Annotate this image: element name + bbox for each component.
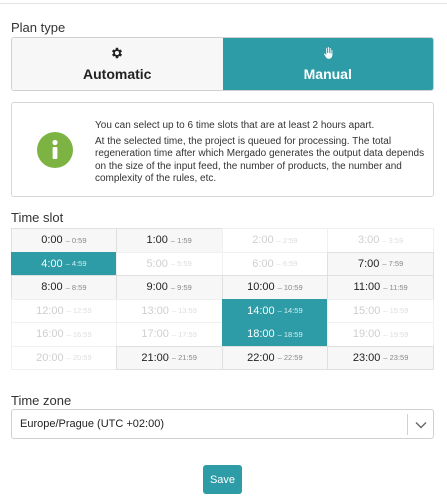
time-slot-start: 23:00	[352, 351, 381, 364]
time-slot-end: – 20:59	[66, 353, 92, 363]
plan-type-label: Plan type	[11, 20, 66, 35]
time-slot-end: – 6:59	[276, 259, 298, 269]
time-slot-start: 4:00	[41, 257, 63, 270]
time-slot-end: – 5:59	[170, 259, 192, 269]
time-slot-end: – 22:59	[277, 353, 303, 363]
gear-icon	[110, 46, 124, 60]
time-slot-start: 15:00	[352, 304, 381, 317]
time-slot-grid	[11, 228, 434, 370]
time-slot-end: – 23:59	[383, 353, 409, 363]
time-slot-end: – 2:59	[276, 235, 298, 245]
plan-option-manual-label: Manual	[303, 66, 352, 82]
time-slot-13	[116, 299, 223, 324]
time-slot-5	[116, 252, 223, 277]
time-slot-16	[11, 322, 117, 347]
time-slot-10[interactable]	[222, 275, 329, 300]
time-slot-end: – 10:59	[277, 282, 303, 292]
info-line-limit: You can select up to 6 time slots that are at least 2 hours apart.	[95, 120, 375, 131]
time-slot-start: 18:00	[247, 328, 275, 341]
info-box	[11, 102, 434, 197]
plan-option-automatic-label: Automatic	[83, 66, 152, 82]
time-slot-start: 6:00	[252, 257, 274, 270]
time-slot-start: 22:00	[247, 351, 275, 364]
time-slot-end: – 19:59	[383, 329, 409, 339]
time-slot-end: – 15:59	[383, 306, 409, 316]
time-slot-start: 7:00	[357, 257, 380, 270]
plan-option-automatic[interactable]	[12, 38, 223, 90]
time-slot-end: – 13:59	[171, 306, 197, 316]
time-slot-end: – 17:59	[171, 329, 197, 339]
time-slot-4[interactable]	[11, 252, 117, 277]
time-zone-value: Europe/Prague (UTC +02:00)	[20, 418, 164, 430]
time-slot-14[interactable]	[222, 299, 329, 324]
time-slot-23[interactable]	[327, 346, 434, 371]
chevron-down-icon[interactable]	[407, 414, 433, 435]
time-slot-end: – 14:59	[277, 306, 303, 316]
time-slot-label: Time slot	[11, 210, 64, 225]
plan-type-toggle	[11, 37, 434, 91]
time-slot-start: 19:00	[352, 328, 381, 341]
time-slot-17	[116, 322, 223, 347]
save-button[interactable]: Save	[203, 465, 242, 494]
time-slot-end: – 7:59	[382, 259, 404, 269]
time-slot-22[interactable]	[222, 346, 329, 371]
time-slot-2	[222, 228, 329, 253]
time-slot-start: 5:00	[146, 257, 168, 270]
time-slot-15	[327, 299, 434, 324]
time-slot-end: – 11:59	[383, 282, 408, 292]
hand-icon	[321, 46, 335, 60]
time-slot-12	[11, 299, 117, 324]
info-line-regeneration: At the selected time, the project is queued for processing. The total regeneration time after which Mergado generates the output data depends on the size of the input feed, the number of products, the number and complexity of the rules, etc.	[95, 135, 425, 184]
time-slot-start: 21:00	[141, 351, 169, 364]
time-slot-9[interactable]	[116, 275, 223, 300]
time-slot-start: 2:00	[252, 234, 274, 247]
time-slot-0[interactable]	[11, 228, 117, 253]
time-slot-start: 9:00	[146, 281, 168, 294]
time-slot-start: 1:00	[146, 234, 168, 247]
time-slot-end: – 1:59	[170, 235, 192, 245]
time-slot-end: – 8:59	[65, 282, 87, 292]
time-slot-1[interactable]	[116, 228, 223, 253]
time-slot-21[interactable]	[116, 346, 223, 371]
time-slot-end: – 4:59	[65, 259, 87, 269]
time-slot-start: 10:00	[247, 281, 275, 294]
time-slot-end: – 9:59	[170, 282, 192, 292]
info-text	[95, 120, 425, 189]
time-zone-select[interactable]	[11, 409, 434, 439]
time-slot-end: – 3:59	[382, 235, 404, 245]
time-slot-3	[327, 228, 434, 253]
top-divider	[0, 0, 447, 4]
time-slot-6	[222, 252, 329, 277]
time-slot-8[interactable]	[11, 275, 117, 300]
time-slot-end: – 18:59	[277, 329, 303, 339]
info-icon	[37, 132, 73, 168]
time-slot-start: 12:00	[36, 304, 64, 317]
time-slot-start: 11:00	[353, 281, 381, 294]
time-slot-start: 3:00	[357, 234, 380, 247]
time-slot-start: 8:00	[41, 281, 63, 294]
time-slot-11[interactable]	[327, 275, 434, 300]
time-slot-20	[11, 346, 117, 371]
time-slot-18[interactable]	[222, 322, 329, 347]
time-slot-end: – 21:59	[171, 353, 197, 363]
time-slot-end: – 16:59	[66, 329, 92, 339]
time-slot-start: 13:00	[141, 304, 169, 317]
time-slot-start: 16:00	[36, 328, 64, 341]
time-slot-start: 17:00	[141, 328, 169, 341]
time-slot-7[interactable]	[327, 252, 434, 277]
time-slot-start: 14:00	[247, 304, 275, 317]
time-slot-start: 0:00	[41, 234, 63, 247]
time-slot-end: – 12:59	[66, 306, 92, 316]
time-zone-label: Time zone	[11, 393, 72, 408]
plan-option-manual[interactable]	[223, 38, 434, 90]
time-slot-start: 20:00	[36, 351, 64, 364]
time-slot-19	[327, 322, 434, 347]
time-slot-end: – 0:59	[65, 235, 87, 245]
